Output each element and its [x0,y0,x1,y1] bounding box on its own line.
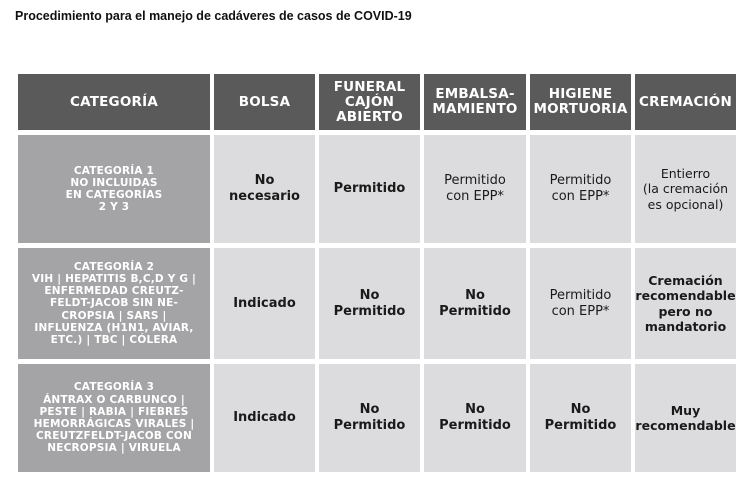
row1-higiene: Permitido con EPP* [530,135,631,243]
row3-bolsa: Indicado [214,364,315,472]
category-3-cell: CATEGORÍA 3 ÁNTRAX O CARBUNCO | PESTE | RABIA | FIEBRES HEMORRÁGICAS VIRALES | CREUTZFELDT-JACOB CON NECROPSIA | VIRUELA [18,364,210,472]
page-title: Procedimiento para el manejo de cadáveres de casos de COVID-19 [15,9,412,23]
row2-higiene: Permitido con EPP* [530,248,631,359]
header-bolsa: BOLSA [214,74,315,130]
row1-funeral: Permitido [319,135,420,243]
row2-cremacion: Cremación recomendable pero no mandatorio [635,248,736,359]
row3-embalsamamiento: No Permitido [424,364,526,472]
row3-higiene: No Permitido [530,364,631,472]
header-embalsamamiento: EMBALSA- MAMIENTO [424,74,526,130]
header-categoria: CATEGORÍA [18,74,210,130]
category-2-cell: CATEGORÍA 2 VIH | HEPATITIS B,C,D Y G | ENFERMEDAD CREUTZ- FELDT-JACOB SIN NE- CROPSIA | SARS | INFLUENZA (H1N1, AVIAR, ETC.) | TBC | CÓLERA [18,248,210,359]
header-funeral: FUNERAL CAJÓN ABIERTO [319,74,420,130]
header-cremacion: CREMACIÓN [635,74,736,130]
row1-bolsa: No necesario [214,135,315,243]
row1-embalsamamiento: Permitido con EPP* [424,135,526,243]
row2-funeral: No Permitido [319,248,420,359]
row2-embalsamamiento: No Permitido [424,248,526,359]
header-higiene: HIGIENE MORTUORIA [530,74,631,130]
row3-funeral: No Permitido [319,364,420,472]
row3-cremacion: Muy recomendable [635,364,736,472]
row1-cremacion: Entierro (la cremación es opcional) [635,135,736,243]
row2-bolsa: Indicado [214,248,315,359]
category-1-cell: CATEGORÍA 1 NO INCLUIDAS EN CATEGORÍAS 2 Y 3 [18,135,210,243]
